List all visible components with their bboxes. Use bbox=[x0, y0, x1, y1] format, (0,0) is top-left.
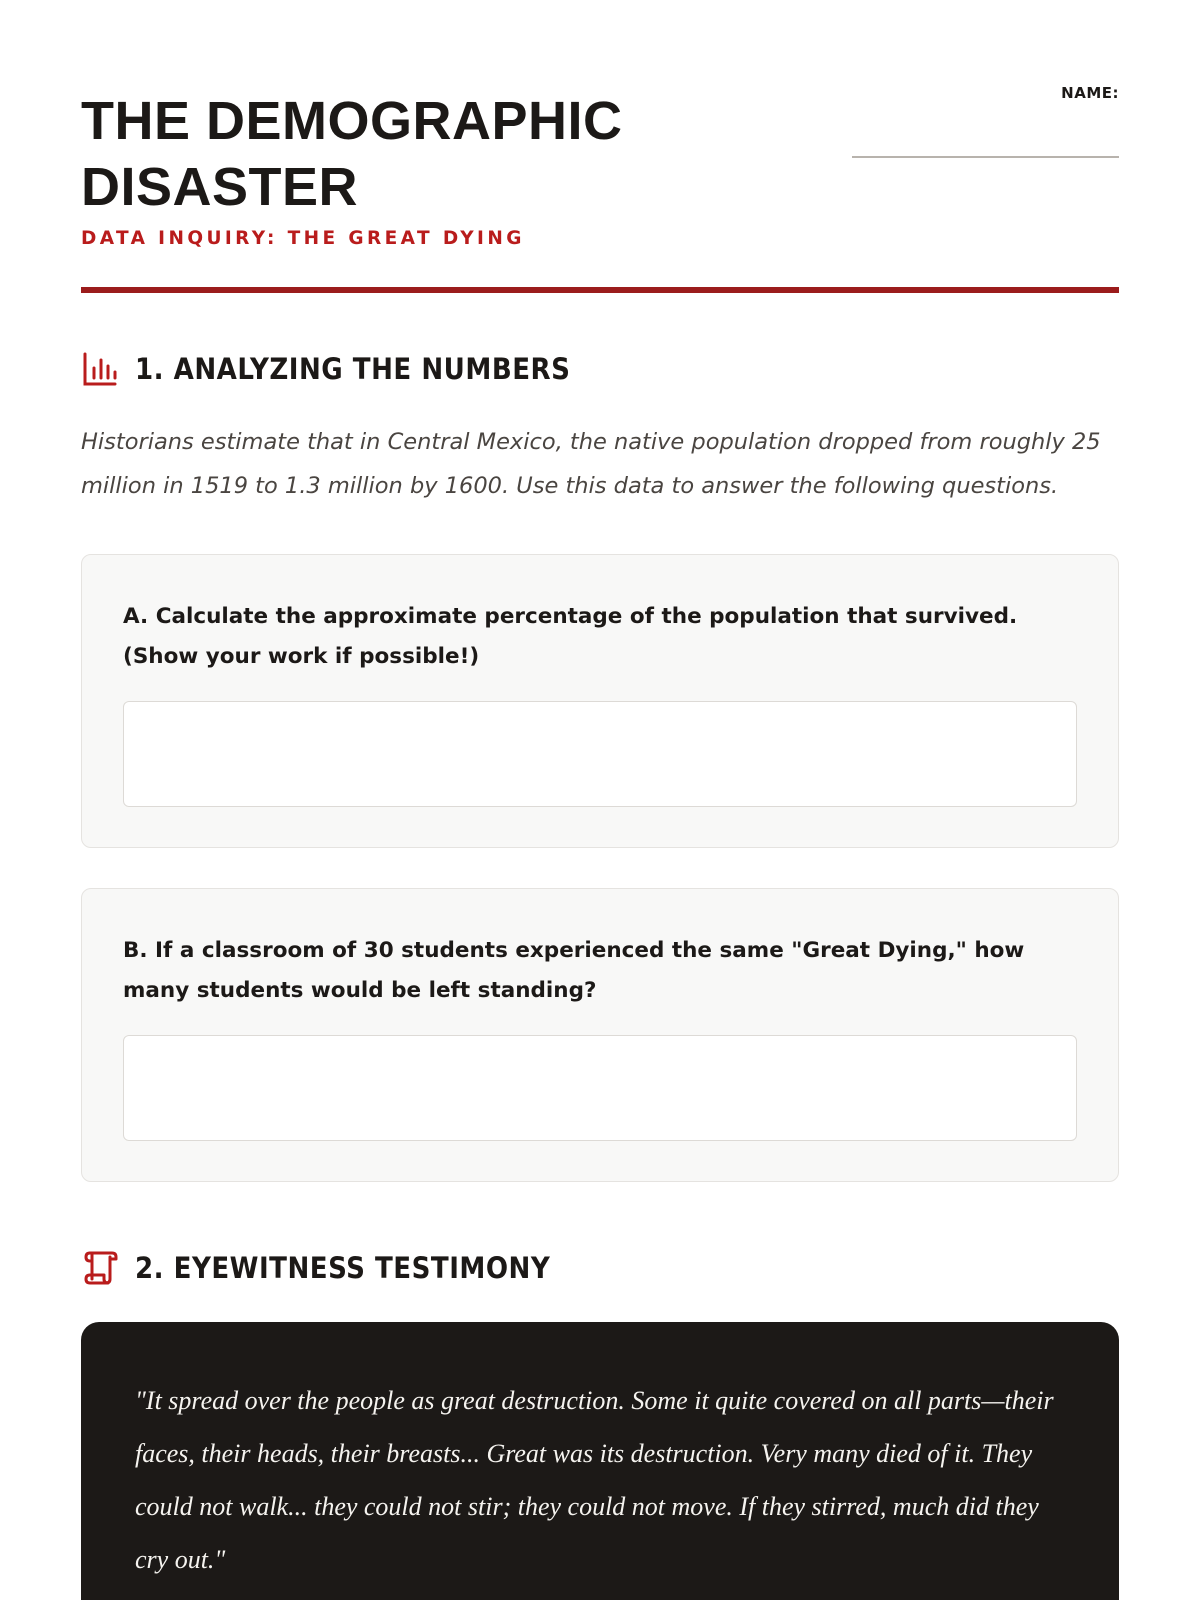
scroll-icon bbox=[81, 1249, 119, 1287]
section-2-heading bbox=[81, 1250, 1119, 1286]
page-title: THE DEMOGRAPHIC DISASTER bbox=[81, 91, 623, 217]
section-eyewitness-testimony bbox=[81, 1250, 1119, 1600]
testimony-quote-box bbox=[81, 1322, 1119, 1600]
section-2-title: 2. EYEWITNESS TESTIMONY bbox=[135, 1251, 551, 1285]
page-subtitle: DATA INQUIRY: THE GREAT DYING bbox=[81, 228, 525, 249]
name-field[interactable] bbox=[852, 120, 1119, 158]
section-analyzing-numbers bbox=[81, 351, 1119, 1182]
question-a-answer[interactable] bbox=[123, 701, 1077, 807]
bar-chart-icon bbox=[81, 350, 119, 388]
section-1-heading bbox=[81, 351, 1119, 387]
question-a-text: A. Calculate the approximate percentage of the population that survived. (Show your work if possible!) bbox=[123, 604, 1018, 669]
worksheet-header bbox=[81, 0, 1119, 293]
name-block bbox=[852, 84, 1119, 158]
section-1-intro: Historians estimate that in Central Mexico, the native population dropped from roughly 25 million in 1519 to 1.3 million by 1600. Use this data to answer the following questions. bbox=[81, 429, 1101, 499]
testimony-quote: "It spread over the people as great destruction. Some it quite covered on all parts—their faces, their heads, their breasts... Great was its destruction. Very many died of it. They could not walk... they could not stir; they could not move. If they stirred, much did they cry out." bbox=[135, 1386, 1054, 1574]
name-label: NAME: bbox=[1061, 84, 1119, 102]
question-card-b bbox=[81, 888, 1119, 1182]
question-b-answer[interactable] bbox=[123, 1035, 1077, 1141]
question-card-a bbox=[81, 554, 1119, 848]
question-b-text: B. If a classroom of 30 students experienced the same "Great Dying," how many students would be left standing? bbox=[123, 938, 1025, 1003]
section-1-title: 1. ANALYZING THE NUMBERS bbox=[135, 352, 571, 386]
